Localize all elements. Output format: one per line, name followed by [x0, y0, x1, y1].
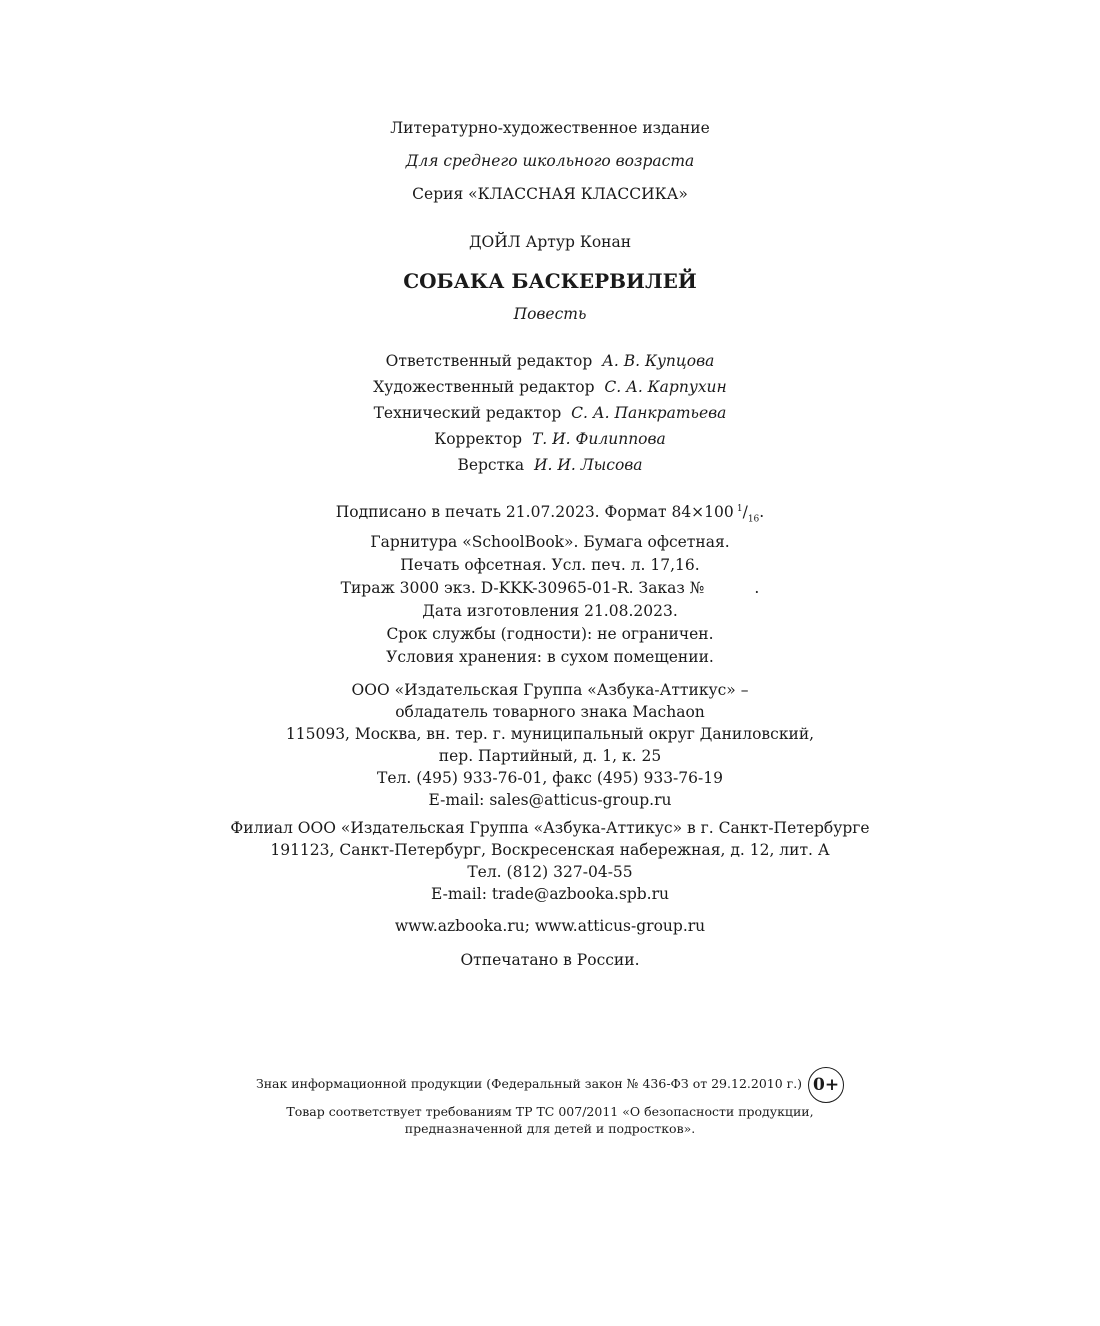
publisher-email: E-mail: sales@atticus-group.ru [428, 791, 672, 809]
branch-line: 191123, Санкт-Петербург, Воскресенская набережная, д. 12, лит. А [270, 841, 830, 859]
typeface-line: Гарнитура «SchoolBook». Бумага офсетная. [370, 533, 730, 552]
printed-in: Отпечатано в России. [460, 951, 640, 969]
editor-line: Технический редактор С. А. Панкратьева [373, 404, 727, 422]
websites: www.azbooka.ru; www.atticus-group.ru [394, 917, 706, 935]
printing-line: Печать офсетная. Усл. печ. л. 17,16. [400, 556, 700, 575]
publisher-block [0, 679, 1100, 811]
audience: Для среднего школьного возраста [405, 152, 695, 170]
made-line: Дата изготовления 21.08.2023. [422, 602, 678, 621]
title-block [0, 228, 1100, 327]
print-info-block [0, 498, 1100, 669]
header-block [0, 112, 1100, 211]
publisher-line: ООО «Издательская Группа «Азбука-Аттикус» – [351, 681, 749, 699]
editor-line: Ответственный редактор А. В. Купцова [385, 352, 715, 370]
run-line: Тираж 3000 экз. D-KKK-30965-01-R. Заказ № . [340, 579, 760, 598]
publisher-line: Тел. (495) 933-76-01, факс (495) 933-76-19 [377, 769, 723, 787]
info-sign-line: Знак информационной продукции (Федеральный закон № 436-ФЗ от 29.12.2010 г.) 0+ [0, 1066, 1100, 1103]
book-title: СОБАКА БАСКЕРВИЛЕЙ [403, 269, 697, 293]
publisher-line: обладатель товарного знака Machaon [395, 703, 705, 721]
branch-email: E-mail: trade@azbooka.spb.ru [431, 885, 669, 903]
footer-block [0, 1066, 1100, 1137]
storage-line: Условия хранения: в сухом помещении. [386, 648, 714, 667]
series: Серия «КЛАССНАЯ КЛАССИКА» [412, 185, 688, 203]
publisher-line: пер. Партийный, д. 1, к. 25 [438, 747, 662, 765]
edition-type: Литературно-художественное издание [390, 119, 710, 137]
branch-line: Тел. (812) 327-04-55 [467, 863, 633, 881]
signed-line: Подписано в печать 21.07.2023. Формат 84×100 $^1/_{16}$. [335, 503, 765, 525]
publisher-line: 115093, Москва, вн. тер. г. муниципальный округ Даниловский, [285, 725, 815, 743]
compliance-line: предназначенной для детей и подростков». [404, 1120, 696, 1136]
author: ДОЙЛ Артур Конан [468, 233, 632, 251]
branch-line: Филиал ООО «Издательская Группа «Азбука-Аттикус» в г. Санкт-Петербурге [230, 819, 870, 837]
genre: Повесть [513, 305, 587, 323]
compliance-line: Товар соответствует требованиям ТР ТС 007/2011 «О безопасности продукции, [286, 1103, 814, 1119]
editor-line: Художественный редактор С. А. Карпухин [373, 378, 727, 396]
branch-block [0, 817, 1100, 905]
editor-line: Верстка И. И. Лысова [457, 456, 643, 474]
age-rating-badge: 0+ [808, 1067, 844, 1103]
shelf-line: Срок службы (годности): не ограничен. [386, 625, 714, 644]
editors-block [0, 348, 1100, 478]
editor-line: Корректор Т. И. Филиппова [434, 430, 666, 448]
